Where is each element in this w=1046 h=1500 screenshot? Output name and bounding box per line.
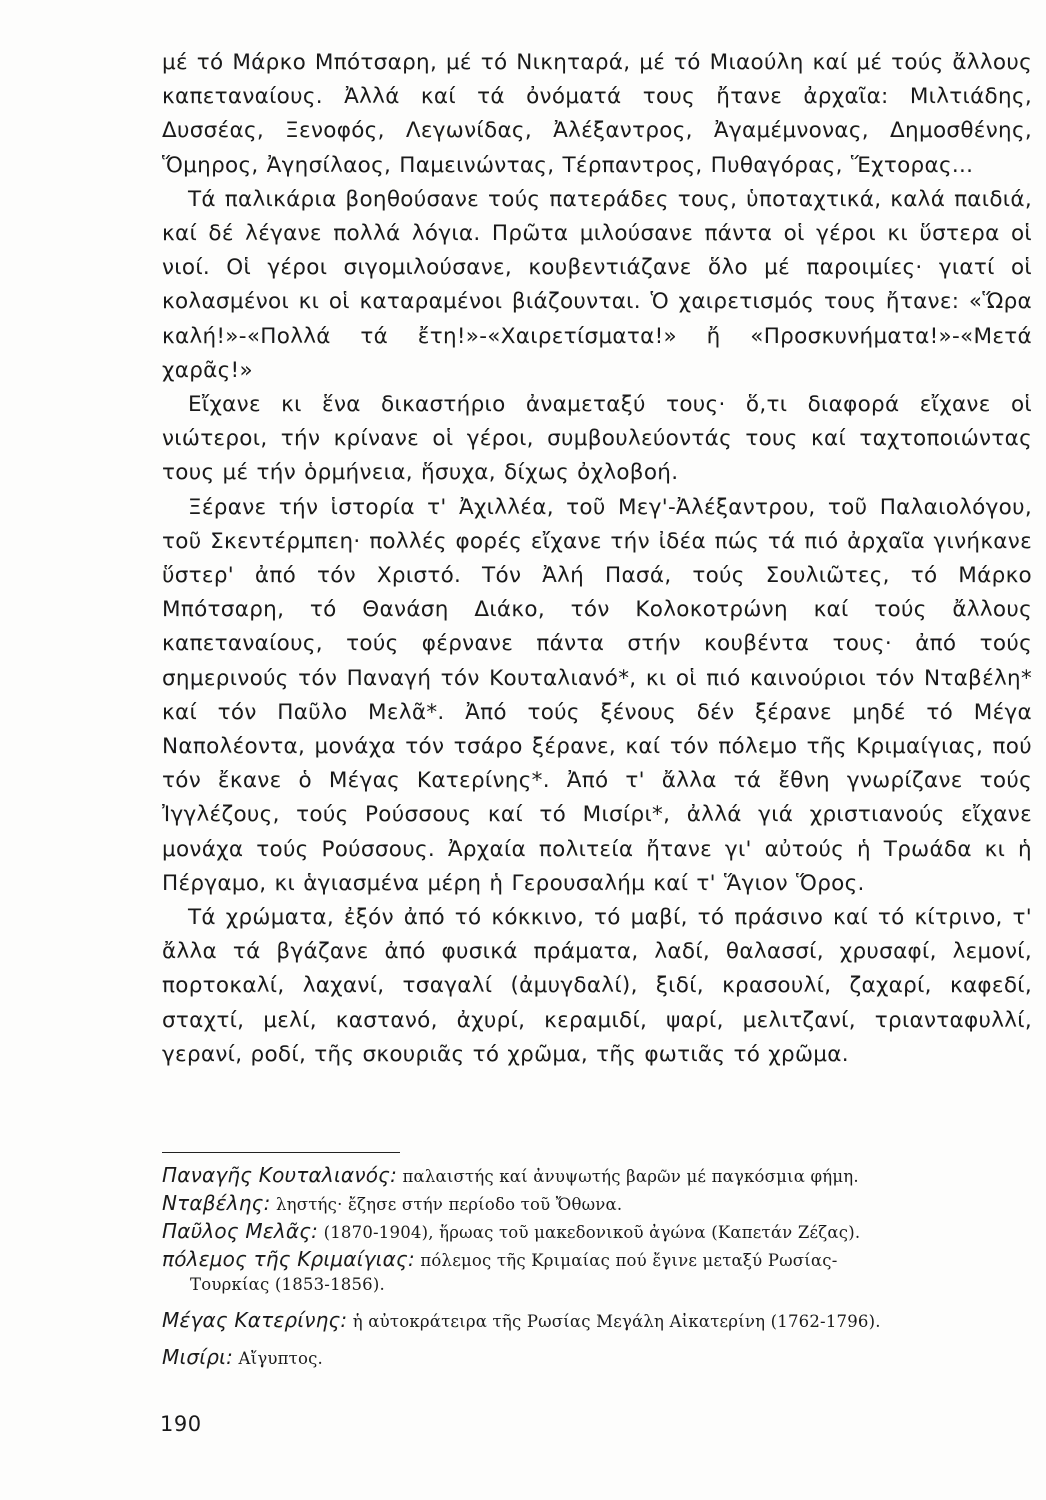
paragraph: Τά παλικάρια βοηθούσανε τούς πατεράδες τους, ὑποταχτικά, καλά παιδιά, καί δέ λέγανε πολλά λόγια. Πρῶτα μιλούσανε πάντα οἱ γέροι κι ὕστερα οἱ νιοί. Οἱ γέροι σιγομιλούσανε, κουβεντιάζανε ὅλο μέ παροιμίες· γιατί οἱ κολασμένοι κι οἱ καταραμένοι βιάζουνται. Ὁ χαιρετισμός τους ἤτανε: «Ὥρα καλή!»-«Πολλά τά ἔτη!»-«Χαιρετίσματα!» ἤ «Προσκυνήματα!»-«Μετά χαρᾶς!» [162, 186, 1032, 383]
footnote-text: ἡ αὐτοκράτειρα τῆς Ρωσίας Μεγάλη Αἰκατερίνη (1762-1796). [352, 1312, 881, 1331]
footnotes [162, 1162, 1032, 1372]
paragraph: Τά χρώματα, ἐξόν ἀπό τό κόκκινο, τό μαβί, τό πράσινο καί τό κίτρινο, τ' ἄλλα τά βγάζανε ἀπό φυσικά πράματα, λαδί, θαλασσί, χρυσαφί, λεμονί, πορτοκαλί, λαχανί, τσαγαλί (ἀμυγδαλί), ξιδί, κρασουλί, ζαχαρί, καφεδί, σταχτί, μελί, καστανό, ἀχυρί, κεραμιδί, ψαρί, μελιτζανί, τριανταφυλλί, γερανί, ροδί, τῆς σκουριᾶς τό χρῶμα, τῆς φωτιᾶς τό χρῶμα. [162, 905, 1032, 1067]
footnote [162, 1307, 1032, 1335]
footnote-text: ληστής· ἔζησε στήν περίοδο τοῦ Ὄθωνα. [276, 1195, 623, 1214]
footnote-term: Μέγας Κατερίνης: [162, 1308, 348, 1332]
footnote [162, 1218, 1032, 1246]
footnote [162, 1162, 1032, 1190]
paragraph: μέ τό Μάρκο Μπότσαρη, μέ τό Νικηταρά, μέ τό Μιαούλη καί μέ τούς ἄλλους καπεταναίους. Ἀλλά καί τά ὀνόματά τους ἤτανε ἀρχαῖα: Μιλτιάδης, Δυσσέας, Ξενοφός, Λεγωνίδας, Ἀλέξαντρος, Ἀγαμέμνονας, Δημοσθένης, Ὅμηρος, Ἀγησίλαος, Παμεινώντας, Τέρπαντρος, Πυθαγόρας, Ἕχτορας... [162, 50, 1032, 178]
footnote-text: (1870-1904), ἥρωας τοῦ μακεδονικοῦ ἀγώνα (Καπετάν Ζέζας). [323, 1223, 861, 1242]
footnote [162, 1190, 1032, 1218]
footnote-text: παλαιστής καί ἀνυψωτής βαρῶν μέ παγκόσμια φήμη. [402, 1167, 859, 1186]
footnote-text: πόλεμος τῆς Κριμαίας πού ἔγινε μεταξύ Ρωσίας- [420, 1251, 838, 1270]
paragraph: Ξέρανε τήν ἱστορία τ' Ἀχιλλέα, τοῦ Μεγ'-Ἀλέξαντρου, τοῦ Παλαιολόγου, τοῦ Σκεντέρμπεη· πολλές φορές εἴχανε τήν ἰδέα πώς τά πιό ἀρχαῖα γινήκανε ὕστερ' ἀπό τόν Χριστό. Τόν Ἀλή Πασά, τούς Σουλιῶτες, τό Μάρκο Μπότσαρη, τό Θανάση Διάκο, τόν Κολοκοτρώνη καί τούς ἄλλους καπεταναίους, τούς φέρνανε πάντα στήν κουβέντα τους· ἀπό τούς σημερινούς τόν Παναγή τόν Κουταλιανό*, κι οἱ πιό καινούριοι τόν Νταβέλη* καί τόν Παῦλο Μελᾶ*. Ἀπό τούς ξένους δέν ξέρανε μηδέ τό Μέγα Ναπολέοντα, μονάχα τόν τσάρο ξέρανε, καί τόν πόλεμο τῆς Κριμαίγιας, πού τόν ἔκανε ὁ Μέγας Κατερίνης*. Ἀπό τ' ἄλλα τά ἔθνη γνωρίζανε τούς Ἰγγλέζους, τούς Ρούσσους καί τό Μισίρι*, ἀλλά γιά χριστιανούς εἴχανε μονάχα τούς Ρούσσους. Ἀρχαία πολιτεία ἤτανε γι' αὐτούς ἡ Τρωάδα κι ἡ Πέργαμο, κι ἁγιασμένα μέρη ἡ Γερουσαλήμ καί τ' Ἅγιον Ὅρος. [162, 494, 1032, 896]
main-text [162, 46, 1032, 1072]
page-number: 190 [160, 1412, 202, 1436]
footnote [162, 1246, 1032, 1274]
footnote [162, 1344, 1032, 1372]
paragraph: Εἴχανε κι ἕνα δικαστήριο ἀναμεταξύ τους· ὅ,τι διαφορά εἴχανε οἱ νιώτεροι, τήν κρίνανε οἱ γέροι, συμβουλεύοντάς τους καί ταχτοποιώντας τους μέ τήν ὁρμήνεια, ἥσυχα, δίχως ὀχλοβοή. [162, 392, 1032, 486]
footnote-text: Αἴγυπτος. [238, 1349, 324, 1368]
footnote-term: πόλεμος τῆς Κριμαίγιας: [162, 1247, 415, 1271]
footnote-divider [162, 1152, 400, 1153]
footnote-text: Τουρκίας (1853-1856). [190, 1275, 385, 1294]
footnote-continuation [162, 1271, 1032, 1298]
footnote-term: Νταβέλης: [162, 1191, 271, 1215]
footnote-term: Παναγῆς Κουταλιανός: [162, 1163, 398, 1187]
footnote-term: Μισίρι: [162, 1345, 234, 1369]
footnote-term: Παῦλος Μελᾶς: [162, 1219, 319, 1243]
